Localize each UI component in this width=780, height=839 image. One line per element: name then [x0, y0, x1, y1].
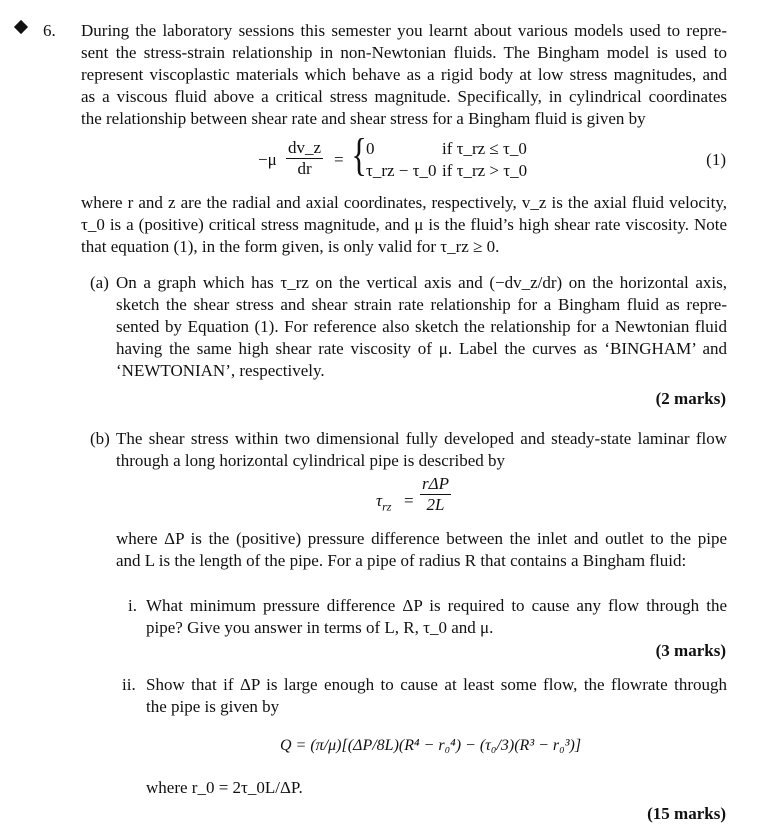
sub-ii-line: Show that if ΔP is large enough to cause at least some flow, the flowrate through [146, 675, 727, 694]
sub-ii-label: ii. [122, 675, 136, 694]
sub-i-label: i. [128, 596, 137, 615]
part-a-label: (a) [90, 273, 109, 292]
part-a-line: sketch the shear stress and shear strain rate relationship for a Bingham fluid as repre- [116, 295, 727, 314]
eq1-case2-value: τ_rz − τ_0 [366, 161, 437, 180]
part-b-line: through a long horizontal cylindrical pipe is described by [116, 451, 506, 470]
diamond-bullet-icon [14, 20, 28, 34]
sub-i-line: What minimum pressure difference ΔP is required to cause any flow through the [146, 596, 727, 615]
definitions-line: that equation (1), in the form given, is only valid for τ_rz ≥ 0. [81, 237, 500, 256]
eq1-derivative: $\frac{dv\_z}{dr}$ [288, 138, 322, 178]
intro-line: During the laboratory sessions this semester you learnt about various models used to repre- [81, 21, 727, 40]
sub-ii-where-line: where r_0 = 2τ_0L/ΔP. [146, 778, 303, 797]
part-a-line: sented by Equation (1). For reference also sketch the relationship for a Newtonian fluid [116, 317, 727, 336]
flowrate-equation: Q = (π/μ)[(ΔP/8L)(R⁴ − r₀⁴) − (τ₀/3)(R³ − r₀³)] [280, 737, 582, 754]
equation-1-label: (1) [706, 150, 726, 169]
part-a-line: ‘NEWTONIAN’, respectively. [116, 361, 325, 380]
part-a-line: having the same high shear rate viscosity of μ. Label the curves as ‘BINGHAM’ and [116, 339, 727, 358]
part-b-label: (b) [90, 429, 110, 448]
sub-ii-line: the pipe is given by [146, 697, 280, 716]
sub-i-line: pipe? Give you answer in terms of L, R, τ_0 and μ. [146, 618, 494, 637]
part-b-where-line: where ΔP is the (positive) pressure difference between the inlet and outlet to the pipe [116, 529, 727, 548]
intro-line: represent viscoplastic materials which behave as a rigid body at low stress magnitudes, and [81, 65, 727, 84]
question-number: 6. [43, 21, 56, 40]
sub-ii-marks: (15 marks) [647, 804, 726, 823]
part-a-marks: (2 marks) [655, 389, 726, 408]
shear-stress-equation: $\tau_{rz}$ = $\frac{\text{rΔP}}{2L}$ [376, 474, 449, 514]
equation-1: −μ $\frac{dv\_z}{dr}$ = { 0 if τ_rz ≤ τ_0 τ_rz − τ_0 if τ_rz > τ_0 [258, 129, 528, 180]
intro-line: sent the stress-strain relationship in non-Newtonian fluids. The Bingham model is used to [81, 43, 727, 62]
eq1-case2-condition: if τ_rz > τ_0 [442, 161, 528, 180]
part-b-line: The shear stress within two dimensional fully developed and steady-state laminar flow [116, 429, 727, 448]
definitions-line: τ_0 is a (positive) critical stress magnitude, and μ is the fluid’s high shear rate viscosity. Note [81, 215, 727, 234]
intro-line: as a viscous fluid above a critical stress magnitude. Specifically, in cylindrical coordinates [81, 87, 727, 106]
eq1-case1-value: 0 [366, 139, 375, 158]
part-a-line: On a graph which has τ_rz on the vertical axis and (−dv_z/dr) on the horizontal axis, [116, 273, 727, 292]
intro-line: the relationship between shear rate and shear stress for a Bingham fluid is given by [81, 109, 646, 128]
part-b-where-line: and L is the length of the pipe. For a pipe of radius R that contains a Bingham fluid: [116, 551, 687, 570]
eq1-case1-condition: if τ_rz ≤ τ_0 [442, 139, 527, 158]
definitions-line: where r and z are the radial and axial coordinates, respectively, v_z is the axial fluid velocity, [81, 193, 727, 212]
sub-i-marks: (3 marks) [655, 641, 726, 660]
